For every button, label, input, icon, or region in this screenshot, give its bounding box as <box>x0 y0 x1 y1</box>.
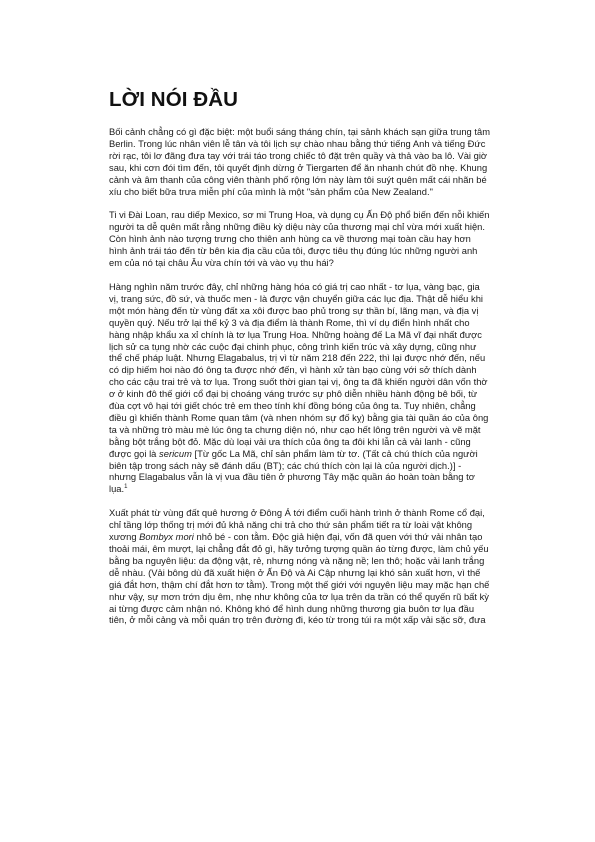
paragraph-3-italic-term: sericum <box>159 448 192 459</box>
paragraph-3-text-after: [Từ gốc La Mã, chỉ sản phẩm làm từ tơ. (Tất cả chú thích của người biên tập trong sách này sẽ đánh dấu (BT); các chú thích còn lại là của người dịch.)] - nhưng Elagabalus vẫn là vị vua đầu tiên ở phương Tây mặc quần áo hoàn toàn bằng tơ lụa. <box>109 448 478 495</box>
paragraph-3-text-before: Hàng nghìn năm trước đây, chỉ những hàng hóa có giá trị cao nhất - tơ lụa, vàng bạc, gia vị, trang sức, đồ sứ, và thuốc men - là được vận chuyển giữa các lục địa. Thật dễ hiểu khi một món hàng đến từ vùng đất xa xôi được bao phủ trong sự thần bí, lãng mạn, và địa vị quyền quý. Nếu trở lại thế kỷ 3 và địa điểm là thành Rome, thì ví dụ điển hình nhất cho hàng nhập khẩu xa xỉ chính là tơ lụa Trung Hoa. Những hoàng đế La Mã vĩ đại nhất được lịch sử ca tụng nhờ các cuộc đại chinh phục, công trình kiến trúc và xây dựng, cũng như thể chế pháp luật. Nhưng Elagabalus, trị vì từ năm 218 đến 222, thì lại được nhớ đến, nếu có dịp hiếm hoi nào đó ông ta được nhớ đến, vì hành xử tàn bạo cùng với sở thích dành cho các cậu trai trẻ và tơ lụa. Trong suốt thời gian tại vị, ông ta đã khiến người dân vốn thờ ơ ở kinh đô thế giới cổ đại bị choáng váng trước sự phô diễn nhiều hành động bê bối, từ đùa cợt vô hại tới giết chóc trẻ em theo tính khí đồng bóng của ông ta. Tuy nhiên, chẳng điều gì khiến thành Rome quan tâm (và nhen nhóm sự đố kỵ) bằng gia tài quần áo của ông ta và những trò màu mè lúc ông ta chưng diện nó, như cạo hết lông trên người và vẽ mặt bằng bột trắng bột đỏ. Mặc dù loại vải ưa thích của ông ta đôi khi lẫn cả vải lanh - cũng được gọi là <box>109 281 489 459</box>
paragraph-1: Bối cảnh chẳng có gì đặc biệt: một buổi sáng tháng chín, tại sảnh khách sạn giữa trung tâm Berlin. Trong lúc nhân viên lễ tân và tôi lịch sự chào nhau bằng thứ tiếng Anh và tiếng Đức rời rạc, tôi lơ đãng đưa tay với trái táo trong chiếc tô đặt trên quầy và thả vào ba lô. Vài giờ sau, khi cơn đói tìm đến, tôi quyết định dừng ở Tiergarten để ăn nhanh chút đồ nhẹ. Khung cảnh và âm thanh của công viên thành phố rộng lớn này làm tôi suýt quên mất cái nhãn bé xíu cho biết bữa trưa miễn phí của mình là một "sản phẩm của New Zealand." <box>109 127 491 197</box>
paragraph-4-text-after: nhỏ bé - con tằm. Độc giả hiện đại, vốn đã quen với thứ vải nhân tạo thoải mái, êm mượt, lại chẳng đắt đỏ gì, hãy tưởng tượng quần áo từng được, làm chủ yếu bằng ba nguyên liệu: da động vật, rẻ, nhưng nóng và nặng nề; len thô; hoặc vải lanh trắng dễ nhàu. (Vải bông dù đã xuất hiện ở Ấn Độ và Ai Cập nhưng lại khó sản xuất hơn, vì thế giá đắt hơn, thậm chí đắt hơn tơ tằm). Trong một thế giới với nguyên liệu may mặc hạn chế như vậy, sự mơn trớn dịu êm, nhẹ như không của tơ lụa trên da trần có thể quyến rũ bất kỳ ai từng được cảm nhận nó. Không khó để hình dung những thương gia buôn tơ lụa đầu tiên, ở mỗi cảng và mỗi quán trọ trên đường đi, kéo từ trong túi ra một xấp vải sặc sỡ, đưa <box>109 532 490 626</box>
paragraph-4 <box>109 508 490 627</box>
paragraph-4-italic-term: Bombyx mori <box>139 532 194 543</box>
paragraph-2: Ti vi Đài Loan, rau diếp Mexico, sơ mi Trung Hoa, và dụng cụ Ấn Độ phổ biến đến nỗi khiến người ta dễ quên mất rằng những điều kỳ diệu này của thương mại chỉ vừa mới xuất hiện. Còn hình ảnh nào tượng trưng cho thiên anh hùng ca về thương mại toàn cầu hay hơn hình ảnh trái táo đến từ bên kia địa cầu của tôi, được tiêu thụ đúng lúc những người anh em của nó tại châu Âu vừa chín tới và vào vụ thu hái? <box>109 210 490 269</box>
document-page <box>109 88 490 639</box>
page-title: LỜI NÓI ĐẦU <box>109 88 239 111</box>
paragraph-4-text-before: Xuất phát từ vùng đất quê hương ở Đông Á tới điểm cuối hành trình ở thành Rome cổ đại, chỉ tầng lớp thống trị mới đủ khả năng chi trả cho thứ sản phẩm tiết ra từ loài vật không xương <box>109 508 485 543</box>
footnote-marker[interactable]: 1 <box>124 484 128 491</box>
paragraph-3 <box>109 282 490 496</box>
